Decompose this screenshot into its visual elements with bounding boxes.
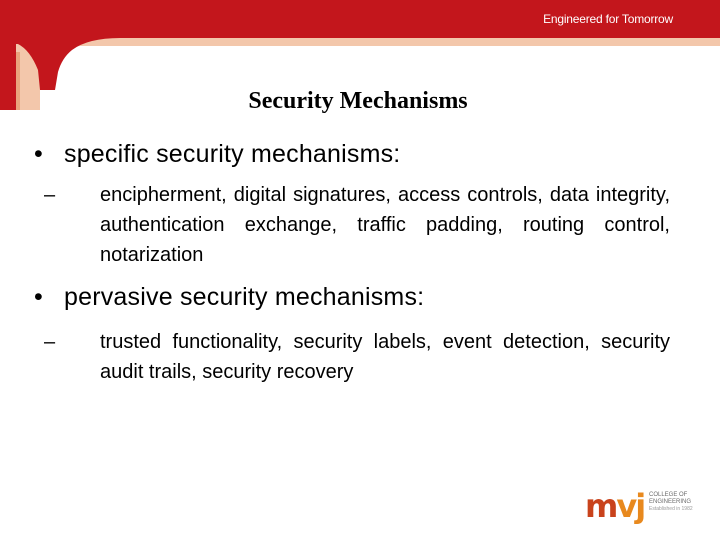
slide-title bbox=[0, 88, 720, 115]
logo-line-1: COLLEGE OF bbox=[649, 492, 688, 498]
slide-title-text: Security Mechanisms bbox=[248, 88, 468, 114]
bullet-dot-icon: • bbox=[34, 140, 43, 168]
header-tagline: Engineered for Tomorrow bbox=[543, 12, 673, 26]
bullet-2-sub-1-para bbox=[44, 327, 670, 387]
logo-mark-vj: vj bbox=[616, 487, 645, 525]
logo-mark-m: m bbox=[585, 487, 617, 525]
bullet-2-sub-1-text: trusted functionality, security labels, event detection, security audit trails, security recovery bbox=[100, 331, 670, 383]
bullet-2 bbox=[34, 283, 674, 312]
bullet-1-sub-1-para bbox=[44, 180, 670, 270]
bullet-1-text: specific security mechanisms: bbox=[64, 140, 401, 168]
logo-line-3: Established in 1982 bbox=[649, 506, 693, 512]
logo-line-2: ENGINEERING bbox=[649, 499, 692, 505]
bullet-2-text: pervasive security mechanisms: bbox=[64, 283, 425, 311]
dash-icon: – bbox=[44, 184, 56, 206]
bullet-dot-icon: • bbox=[34, 283, 43, 311]
bullet-1-sub-1 bbox=[44, 180, 670, 270]
logo-subtext bbox=[649, 492, 699, 513]
bullet-2-sub-1 bbox=[44, 327, 670, 387]
dash-icon: – bbox=[44, 331, 56, 353]
bullet-1 bbox=[34, 140, 674, 169]
logo-mark bbox=[585, 487, 645, 525]
bullet-1-sub-1-text: encipherment, digital signatures, access controls, data integrity, authentication exchange, traffic padding, routing control, notarization bbox=[100, 184, 670, 266]
mvj-logo bbox=[585, 487, 695, 530]
